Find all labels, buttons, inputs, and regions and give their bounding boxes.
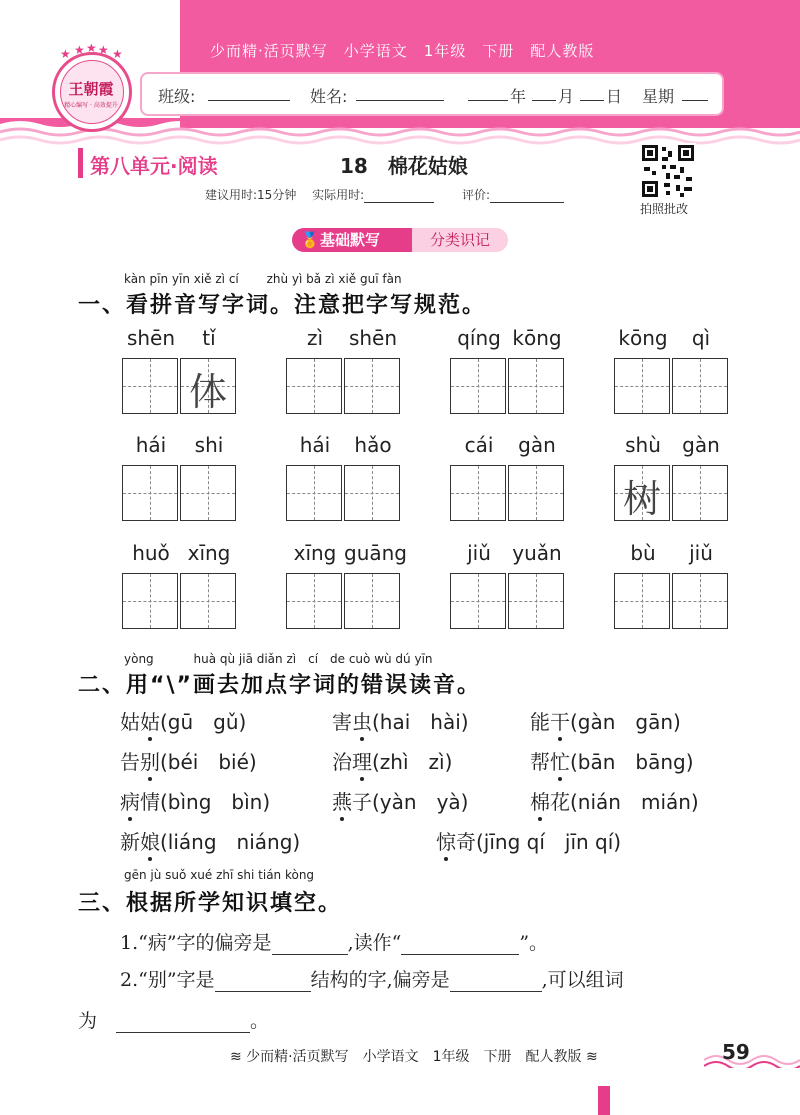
name-blank[interactable] [356,84,444,101]
pinyin-label: hái hǎo [299,433,392,457]
student-info-bar [140,72,724,116]
question-2: 2.“别”字是 结构的字,偏旁是 ,可以组词 [120,969,624,991]
badge-category: 分类识记 [412,228,508,252]
q2-radical-blank[interactable] [450,971,542,992]
section1-title: 一、看拼音写字词。注意把字写规范。 [78,293,487,318]
logo-text: 王朝霞 [68,80,114,98]
unit-title: 第八单元·阅读 [90,154,218,178]
dotted-character: 棉 [530,790,550,814]
tianzige-box[interactable] [450,573,506,629]
pinyin-label: cái gàn [464,433,556,457]
pinyin-options[interactable]: (yàn yà) [372,790,469,814]
pronunciation-item[interactable]: 治理(zhì zì) [332,750,453,774]
tianzige-box[interactable] [508,465,564,521]
q2-word-blank[interactable] [116,1012,250,1033]
sample-character: 体 [188,370,227,414]
class-label: 班级: [158,87,196,106]
logo-stars-icon [56,44,124,60]
question-1: 1.“病”字的偏旁是 ,读作“ ”。 [120,932,549,954]
year-blank[interactable] [468,84,508,101]
logo-subtext: 精心编写 · 高效提升 [64,102,118,109]
tianzige-box[interactable] [450,358,506,414]
tianzige-box[interactable] [508,573,564,629]
tianzige-box[interactable] [614,465,670,521]
pinyin-options[interactable]: (bān bāng) [570,750,694,774]
unit-accent-bar [78,148,83,178]
day-label: 日 [606,87,623,106]
tianzige-box[interactable] [286,358,342,414]
evaluation-label: 评价: [462,188,491,202]
qr-caption: 拍照批改 [640,202,689,216]
series-title: 少而精·活页默写 小学语文 1年级 下册 配人教版 [210,42,595,60]
dotted-character: 虫 [352,710,372,734]
tianzige-box[interactable] [180,358,236,414]
svg-text:★: ★ [74,44,85,57]
pinyin-options[interactable]: (bìng bìn) [160,790,271,814]
pinyin-label: huǒ xīng [132,541,231,565]
tianzige-box[interactable] [672,465,728,521]
pinyin-options[interactable]: (nián mián) [570,790,699,814]
dotted-character: 娘 [140,830,160,854]
pinyin-options[interactable]: (jīng qí jīn qí) [476,830,622,854]
section1-pinyin: kàn pīn yīn xiě zì cí zhù yì bǎ zì xiě guī fàn [124,272,402,286]
pinyin-label: qíng kōng [457,326,562,350]
pinyin-label: kōng qì [618,326,711,350]
tianzige-box[interactable] [286,465,342,521]
dotted-character: 别 [140,750,160,774]
section3-pinyin: gēn jù suǒ xué zhī shi tián kòng [124,868,315,882]
pronunciation-item[interactable]: 害虫(hai hài) [332,710,469,734]
pinyin-label: xīng guāng [293,541,407,565]
tianzige-box[interactable] [180,573,236,629]
page-number-wave [704,1036,800,1068]
actual-time-label: 实际用时: [312,188,365,202]
pinyin-options[interactable]: (liáng niáng) [160,830,301,854]
dotted-character: 姑 [140,710,160,734]
pinyin-label: shēn tǐ [126,326,216,350]
pronunciation-item[interactable]: 惊奇(jīng qí jīn qí) [436,830,622,854]
pinyin-options[interactable]: (gàn gān) [570,710,681,734]
dotted-character: 干 [550,710,570,734]
dotted-character: 忙 [550,750,570,774]
weekday-label: 星期 [642,87,675,106]
class-blank[interactable] [208,84,290,101]
pinyin-options[interactable]: (hai hài) [372,710,469,734]
pinyin-label: zì shēn [306,326,398,350]
suggested-time: 建议用时:15分钟 [205,188,297,202]
pronunciation-item[interactable]: 姑姑(gū gǔ) [120,710,247,734]
lesson-title: 18 棉花姑娘 [340,154,468,178]
q2-structure-blank[interactable] [215,971,311,992]
medal-icon: 🏅 [300,231,320,249]
tianzige-box[interactable] [344,573,400,629]
tianzige-box[interactable] [450,465,506,521]
page-number: 59 [722,1040,750,1064]
q1-reading-blank[interactable] [401,934,519,955]
tianzige-box[interactable] [286,573,342,629]
pronunciation-item[interactable]: 告别(béi bié) [120,750,257,774]
pronunciation-item[interactable]: 燕子(yàn yà) [332,790,469,814]
svg-text:★: ★ [112,47,123,60]
tianzige-box[interactable] [344,465,400,521]
badge-basic-dictation: 🏅基础默写 [292,228,412,252]
section2-pinyin: yòng huà qù jiā diǎn zì cí de cuò wù dú yīn [124,652,433,666]
pronunciation-item[interactable]: 新娘(liáng niáng) [120,830,301,854]
pinyin-label: jiǔ yuǎn [467,541,562,565]
footer-series: ≋ 少而精·活页默写 小学语文 1年级 下册 配人教版 ≋ [230,1049,598,1065]
dotted-character: 理 [352,750,372,774]
pronunciation-item[interactable]: 能干(gàn gān) [530,710,681,734]
section3-title: 三、根据所学知识填空。 [78,891,343,916]
tianzige-box[interactable] [614,573,670,629]
pinyin-options[interactable]: (zhì zì) [372,750,453,774]
pinyin-label: bù jiǔ [630,541,713,565]
pinyin-label: shù gàn [625,433,720,457]
dotted-character: 惊 [436,830,456,854]
tianzige-box[interactable] [122,358,178,414]
month-label: 月 [558,87,575,106]
tianzige-box[interactable] [614,358,670,414]
edge-tab [598,1086,610,1115]
qr-code-icon[interactable] [640,143,696,199]
actual-time-blank[interactable] [364,190,434,203]
tianzige-box[interactable] [122,465,178,521]
sample-character: 树 [622,477,661,521]
dotted-character: 病 [120,790,140,814]
evaluation-blank[interactable] [490,190,564,203]
q1-radical-blank[interactable] [272,934,348,955]
tianzige-box[interactable] [672,573,728,629]
tianzige-box[interactable] [344,358,400,414]
pinyin-label: hái shi [135,433,224,457]
tianzige-box[interactable] [672,358,728,414]
pinyin-options[interactable]: (gū gǔ) [160,710,247,734]
month-blank[interactable] [532,84,556,101]
tianzige-box[interactable] [180,465,236,521]
name-label: 姓名: [310,87,348,106]
tianzige-box[interactable] [122,573,178,629]
weekday-blank[interactable] [682,84,708,101]
svg-text:★: ★ [60,47,71,60]
svg-text:★: ★ [98,44,109,57]
section2-title: 二、用“\”画去加点字词的错误读音。 [78,673,481,698]
pronunciation-item[interactable]: 帮忙(bān bāng) [530,750,694,774]
question-2-continued: 为 。 [78,1010,270,1032]
pinyin-options[interactable]: (béi bié) [160,750,257,774]
dotted-character: 燕 [332,790,352,814]
tianzige-box[interactable] [508,358,564,414]
year-label: 年 [510,87,527,106]
day-blank[interactable] [580,84,604,101]
pronunciation-item[interactable]: 棉花(nián mián) [530,790,699,814]
time-info [205,186,564,203]
svg-text:★: ★ [86,44,97,55]
pronunciation-item[interactable]: 病情(bìng bìn) [120,790,271,814]
